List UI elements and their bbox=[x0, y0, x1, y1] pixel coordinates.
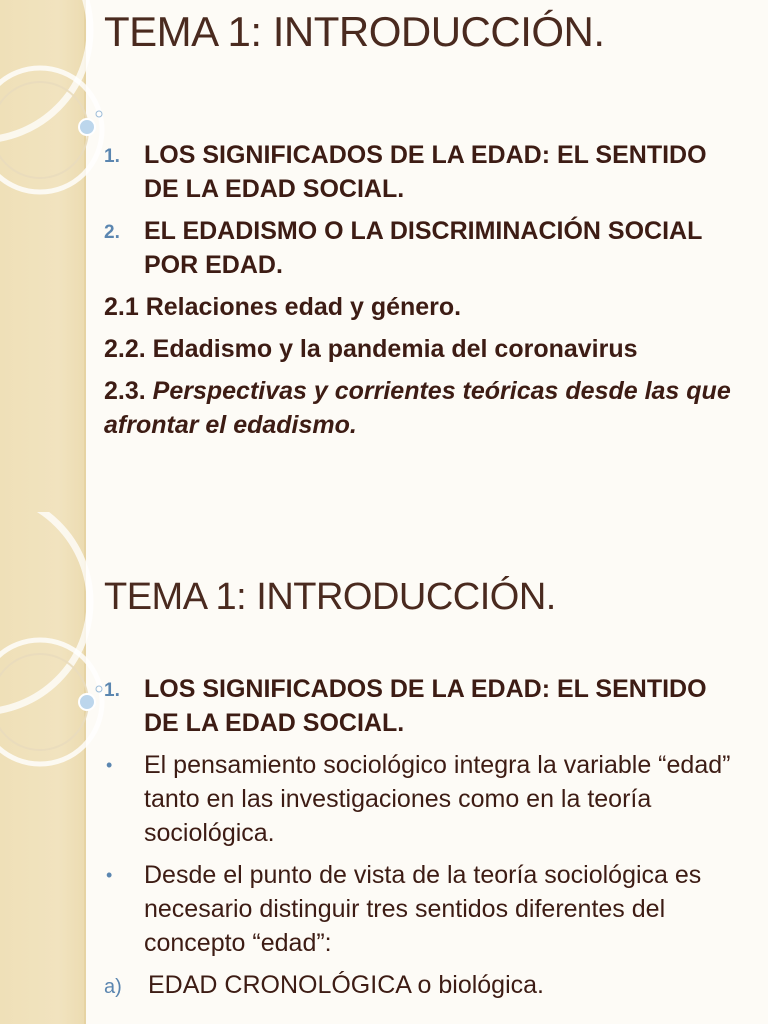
bullet-item bbox=[104, 748, 740, 850]
bullet-icon: • bbox=[106, 865, 113, 885]
slide-2-content bbox=[104, 672, 740, 1010]
slide-2 bbox=[0, 512, 768, 1024]
sub-item bbox=[104, 290, 740, 324]
list-item bbox=[104, 138, 740, 206]
list-item-text: EL EDADISMO O LA DISCRIMINACIÓN SOCIAL POR EDAD. bbox=[144, 217, 702, 279]
list-number: 1. bbox=[104, 146, 120, 167]
bullet-icon: • bbox=[106, 755, 113, 775]
alpha-item-label: EDAD CRONOLÓGICA bbox=[148, 971, 411, 999]
bullet-item bbox=[104, 858, 740, 960]
alpha-item bbox=[104, 968, 740, 1002]
sub-item bbox=[104, 332, 740, 366]
bullet-text: Desde el punto de vista de la teoría sociológica es necesario distinguir tres sentidos diferentes del concepto “edad”: bbox=[144, 861, 702, 957]
sub-item-text: Perspectivas y corrientes teóricas desde las que afrontar el edadismo. bbox=[104, 377, 731, 439]
sub-item-text: Edadismo y la pandemia del coronavirus bbox=[152, 335, 638, 363]
slide-1-content bbox=[104, 138, 740, 450]
sub-item-number: 2.2. bbox=[104, 335, 146, 363]
section-heading-text: LOS SIGNIFICADOS DE LA EDAD: EL SENTIDO DE LA EDAD SOCIAL. bbox=[144, 675, 707, 737]
page-title: TEMA 1: INTRODUCCIÓN. bbox=[104, 8, 605, 55]
alpha-item-rest: o biológica. bbox=[410, 971, 544, 999]
section-heading bbox=[104, 672, 740, 740]
list-number: 2. bbox=[104, 222, 120, 243]
sub-item-number: 2.3. bbox=[104, 377, 146, 405]
sub-item-text: Relaciones edad y género. bbox=[145, 293, 462, 321]
list-item-text: LOS SIGNIFICADOS DE LA EDAD: EL SENTIDO DE LA EDAD SOCIAL. bbox=[144, 141, 707, 203]
list-item bbox=[104, 214, 740, 282]
sub-item-number: 2.1 bbox=[104, 293, 139, 321]
list-number: 1. bbox=[104, 680, 120, 701]
page-title: TEMA 1: INTRODUCCIÓN. bbox=[104, 576, 556, 618]
alpha-marker: a) bbox=[104, 976, 122, 998]
sub-item bbox=[104, 374, 740, 442]
bullet-text: El pensamiento sociológico integra la variable “edad” tanto en las investigaciones como en la teoría sociológica. bbox=[144, 751, 731, 847]
